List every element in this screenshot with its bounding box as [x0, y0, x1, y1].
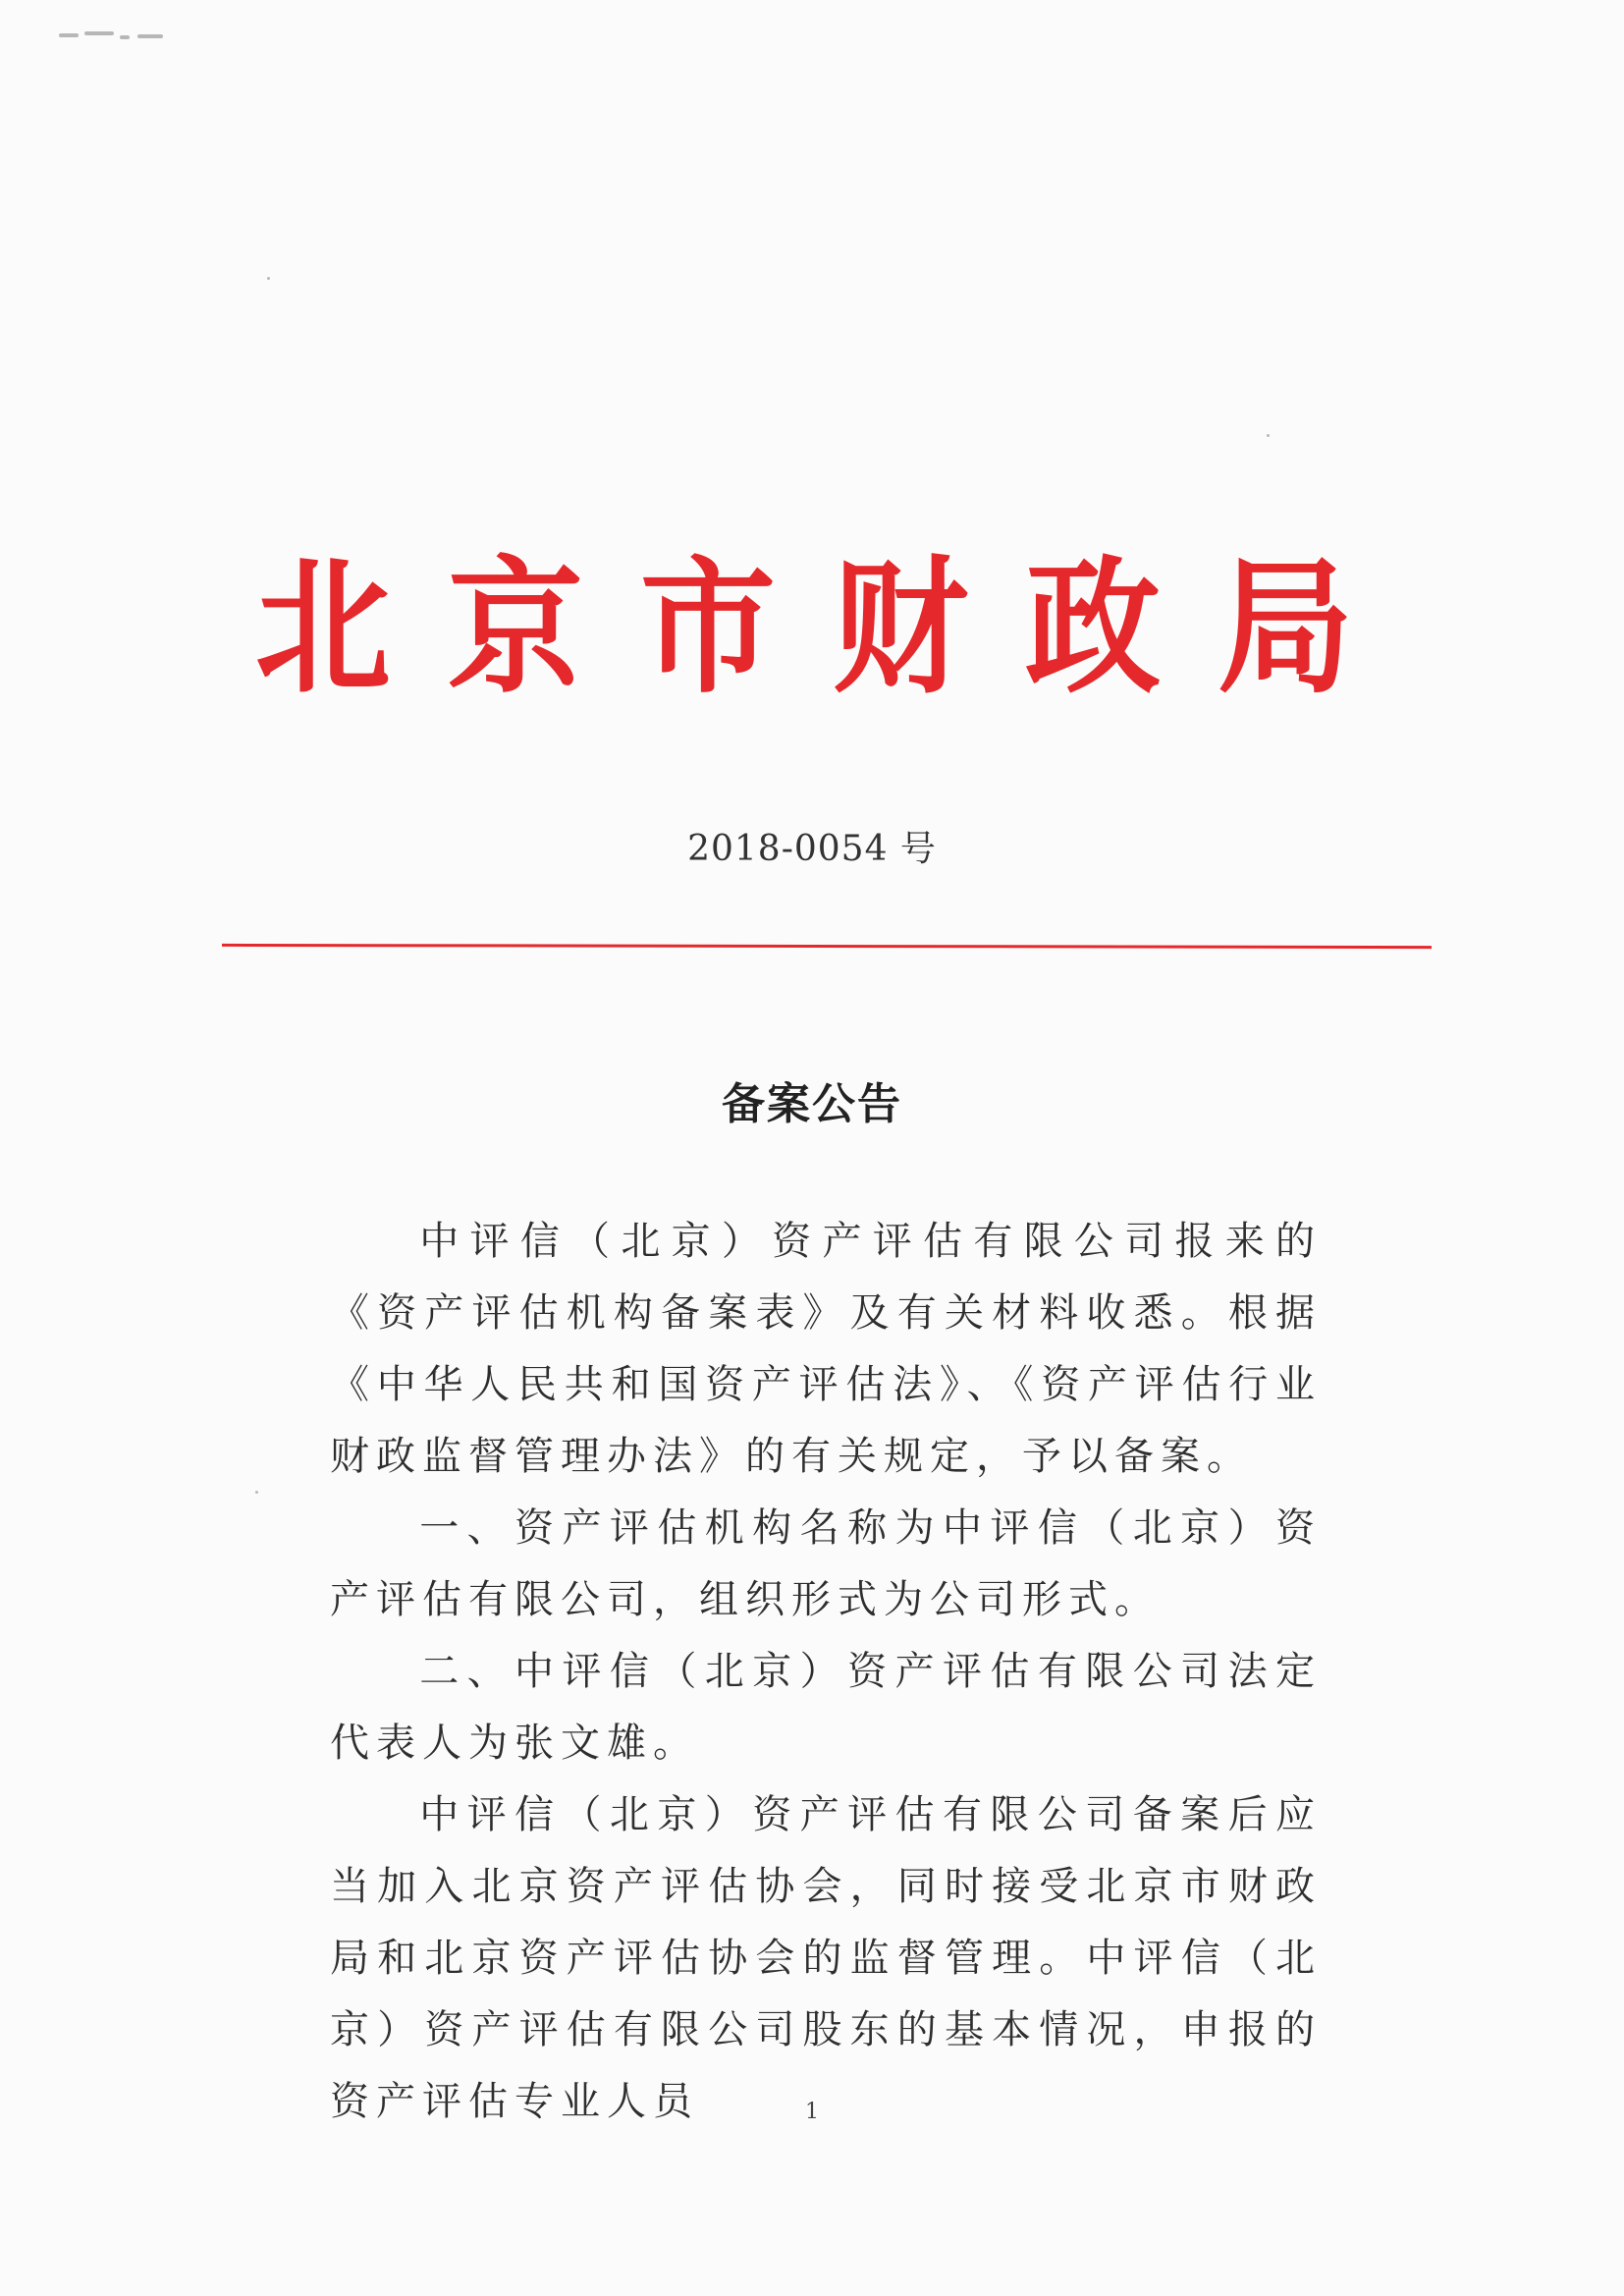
scan-artifact [59, 27, 177, 45]
scan-speck [1267, 434, 1270, 437]
agency-name-header: 北京市财政局 [255, 540, 1411, 714]
scan-speck [267, 277, 270, 280]
body-paragraph: 一、资产评估机构名称为中评信（北京）资产评估有限公司，组织形式为公司形式。 [330, 1505, 1322, 1622]
page-number: 1 [805, 2100, 819, 2124]
scan-speck [255, 1491, 258, 1494]
red-divider-line [222, 944, 1432, 949]
notice-title: 备案公告 [722, 1079, 902, 1129]
notice-body [330, 1206, 1322, 2138]
document-number: 2018-0054 号 [687, 829, 937, 869]
body-paragraph: 二、中评信（北京）资产评估有限公司法定代表人为张文雄。 [330, 1649, 1322, 1766]
body-paragraph: 中评信（北京）资产评估有限公司备案后应当加入北京资产评估协会，同时接受北京市财政局和北京资产评估协会的监督管理。中评信（北京）资产评估有限公司股东的基本情况，申报的资产评估专业人员 [330, 1792, 1322, 2124]
body-paragraph: 中评信（北京）资产评估有限公司报来的《资产评估机构备案表》及有关材料收悉。根据《中华人民共和国资产评估法》、《资产评估行业财政监督管理办法》的有关规定，予以备案。 [330, 1219, 1322, 1479]
